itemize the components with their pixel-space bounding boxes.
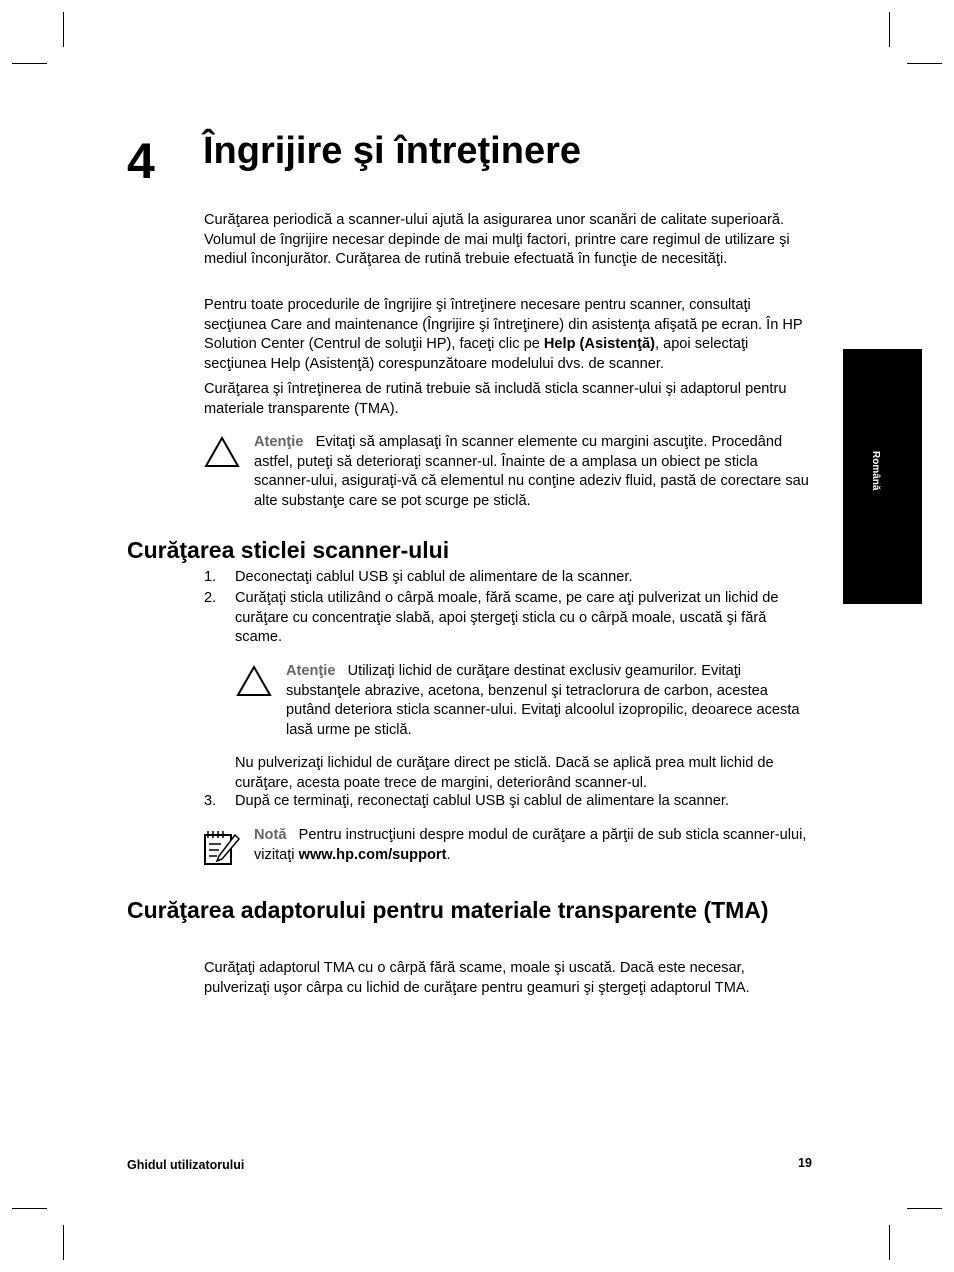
step-extra-text: Nu pulverizaţi lichidul de curăţare direct pe sticlă. Dacă se aplică prea mult lichid de curăţare, acesta poate trece de margini, deteriorând scanner-ul. <box>235 755 774 791</box>
caution-label: Atenţie <box>254 434 304 450</box>
step-text: După ce terminaţi, reconectaţi cablul USB şi cablul de alimentare la scanner. <box>235 793 730 809</box>
note-label: Notă <box>254 827 287 843</box>
caution-note: Atenţie Evitaţi să amplasaţi în scanner elemente cu margini ascuţite. Procedând astfel, puteţi să deterioraţi scanner-ul. Înainte de a amplasa un obiect pe sticla scanner-ului, asiguraţi-vă că elementul nu conţine adeziv fluid, pastă de corectare sau alte substanţe care se pot scurge pe sticlă. <box>254 434 809 509</box>
footer-guide-title: Ghidul utilizatorului <box>127 1158 245 1172</box>
crop-mark <box>12 1208 47 1209</box>
step-number: 2. <box>204 590 217 606</box>
crop-mark <box>889 12 890 47</box>
note-icon <box>202 829 240 867</box>
caution-icon <box>204 436 240 468</box>
crop-mark <box>12 63 47 64</box>
section-paragraph: Curăţaţi adaptorul TMA cu o cârpă fără scame, moale şi uscată. Dacă este necesar, pulverizaţi uşor cârpa cu lichid de curăţare pentru geamuri şi ştergeţi adaptorul TMA. <box>204 960 750 996</box>
step-number: 3. <box>204 793 217 809</box>
intro-paragraph: Curăţarea şi întreţinerea de rutină trebuie să includă sticla scanner-ului şi adaptorul pentru materiale transparente (TMA). <box>204 381 787 417</box>
language-tab <box>843 349 922 604</box>
step-text: Deconectaţi cablul USB şi cablul de alimentare de la scanner. <box>235 569 633 585</box>
intro-paragraph: Curăţarea periodică a scanner-ului ajută la asigurarea unor scanări de calitate superioară. Volumul de îngrijire necesar depinde de mai mulţi factori, printre care regimul de utilizare şi mediul înconjurător. Curăţarea de rutină trebuie efectuată în funcţie de necesităţi. <box>204 212 790 267</box>
page-number: 19 <box>798 1156 812 1170</box>
chapter-number: 4 <box>127 133 155 189</box>
language-tab-label: Română <box>870 451 881 491</box>
caution-icon <box>236 665 272 697</box>
note-text: Notă Pentru instrucţiuni despre modul de curăţare a părţii de sub sticla scanner-ului, vizitaţi www.hp.com/support. <box>254 827 807 863</box>
crop-mark <box>907 63 942 64</box>
step-text: Curăţaţi sticla utilizând o cârpă moale, fără scame, pe care aţi pulverizat un lichid de curăţare cu concentraţie slabă, apoi ştergeţi sticla cu o cârpă moale, uscată şi fără scame. <box>235 590 779 645</box>
step-number: 1. <box>204 569 217 585</box>
crop-mark <box>63 12 64 47</box>
crop-mark <box>907 1208 942 1209</box>
help-link-text: Help (Asistenţă) <box>543 336 655 352</box>
section-heading: Curăţarea adaptorului pentru materiale transparente (TMA) <box>127 897 769 923</box>
chapter-title: Îngrijire şi întreţinere <box>203 130 581 172</box>
intro-paragraph: Pentru toate procedurile de îngrijire şi întreţinere necesare pentru scanner, consultaţi secţiunea Care and maintenance (Îngrijire şi întreţinere) din asistenţa afişată pe ecran. În HP Solution Center (Centrul de soluţii HP), faceţi clic pe Help (Asistenţă), apoi selectaţi secţiunea Help (Asistenţă) corespunzătoare modelului dvs. de scanner. <box>204 297 803 372</box>
crop-mark <box>889 1225 890 1260</box>
caution-label: Atenţie <box>286 663 336 679</box>
caution-note: Atenţie Utilizaţi lichid de curăţare destinat exclusiv geamurilor. Evitaţi substanţele abrazive, acetona, benzenul şi tetraclorura de carbon, acestea putând deteriora sticla scanner-ului. Evitaţi alcoolul izopropilic, deoarece acesta lasă urme pe sticlă. <box>286 663 800 738</box>
support-link[interactable]: www.hp.com/support <box>298 846 447 863</box>
crop-mark <box>63 1225 64 1260</box>
section-heading: Curăţarea sticlei scanner-ului <box>127 537 450 563</box>
